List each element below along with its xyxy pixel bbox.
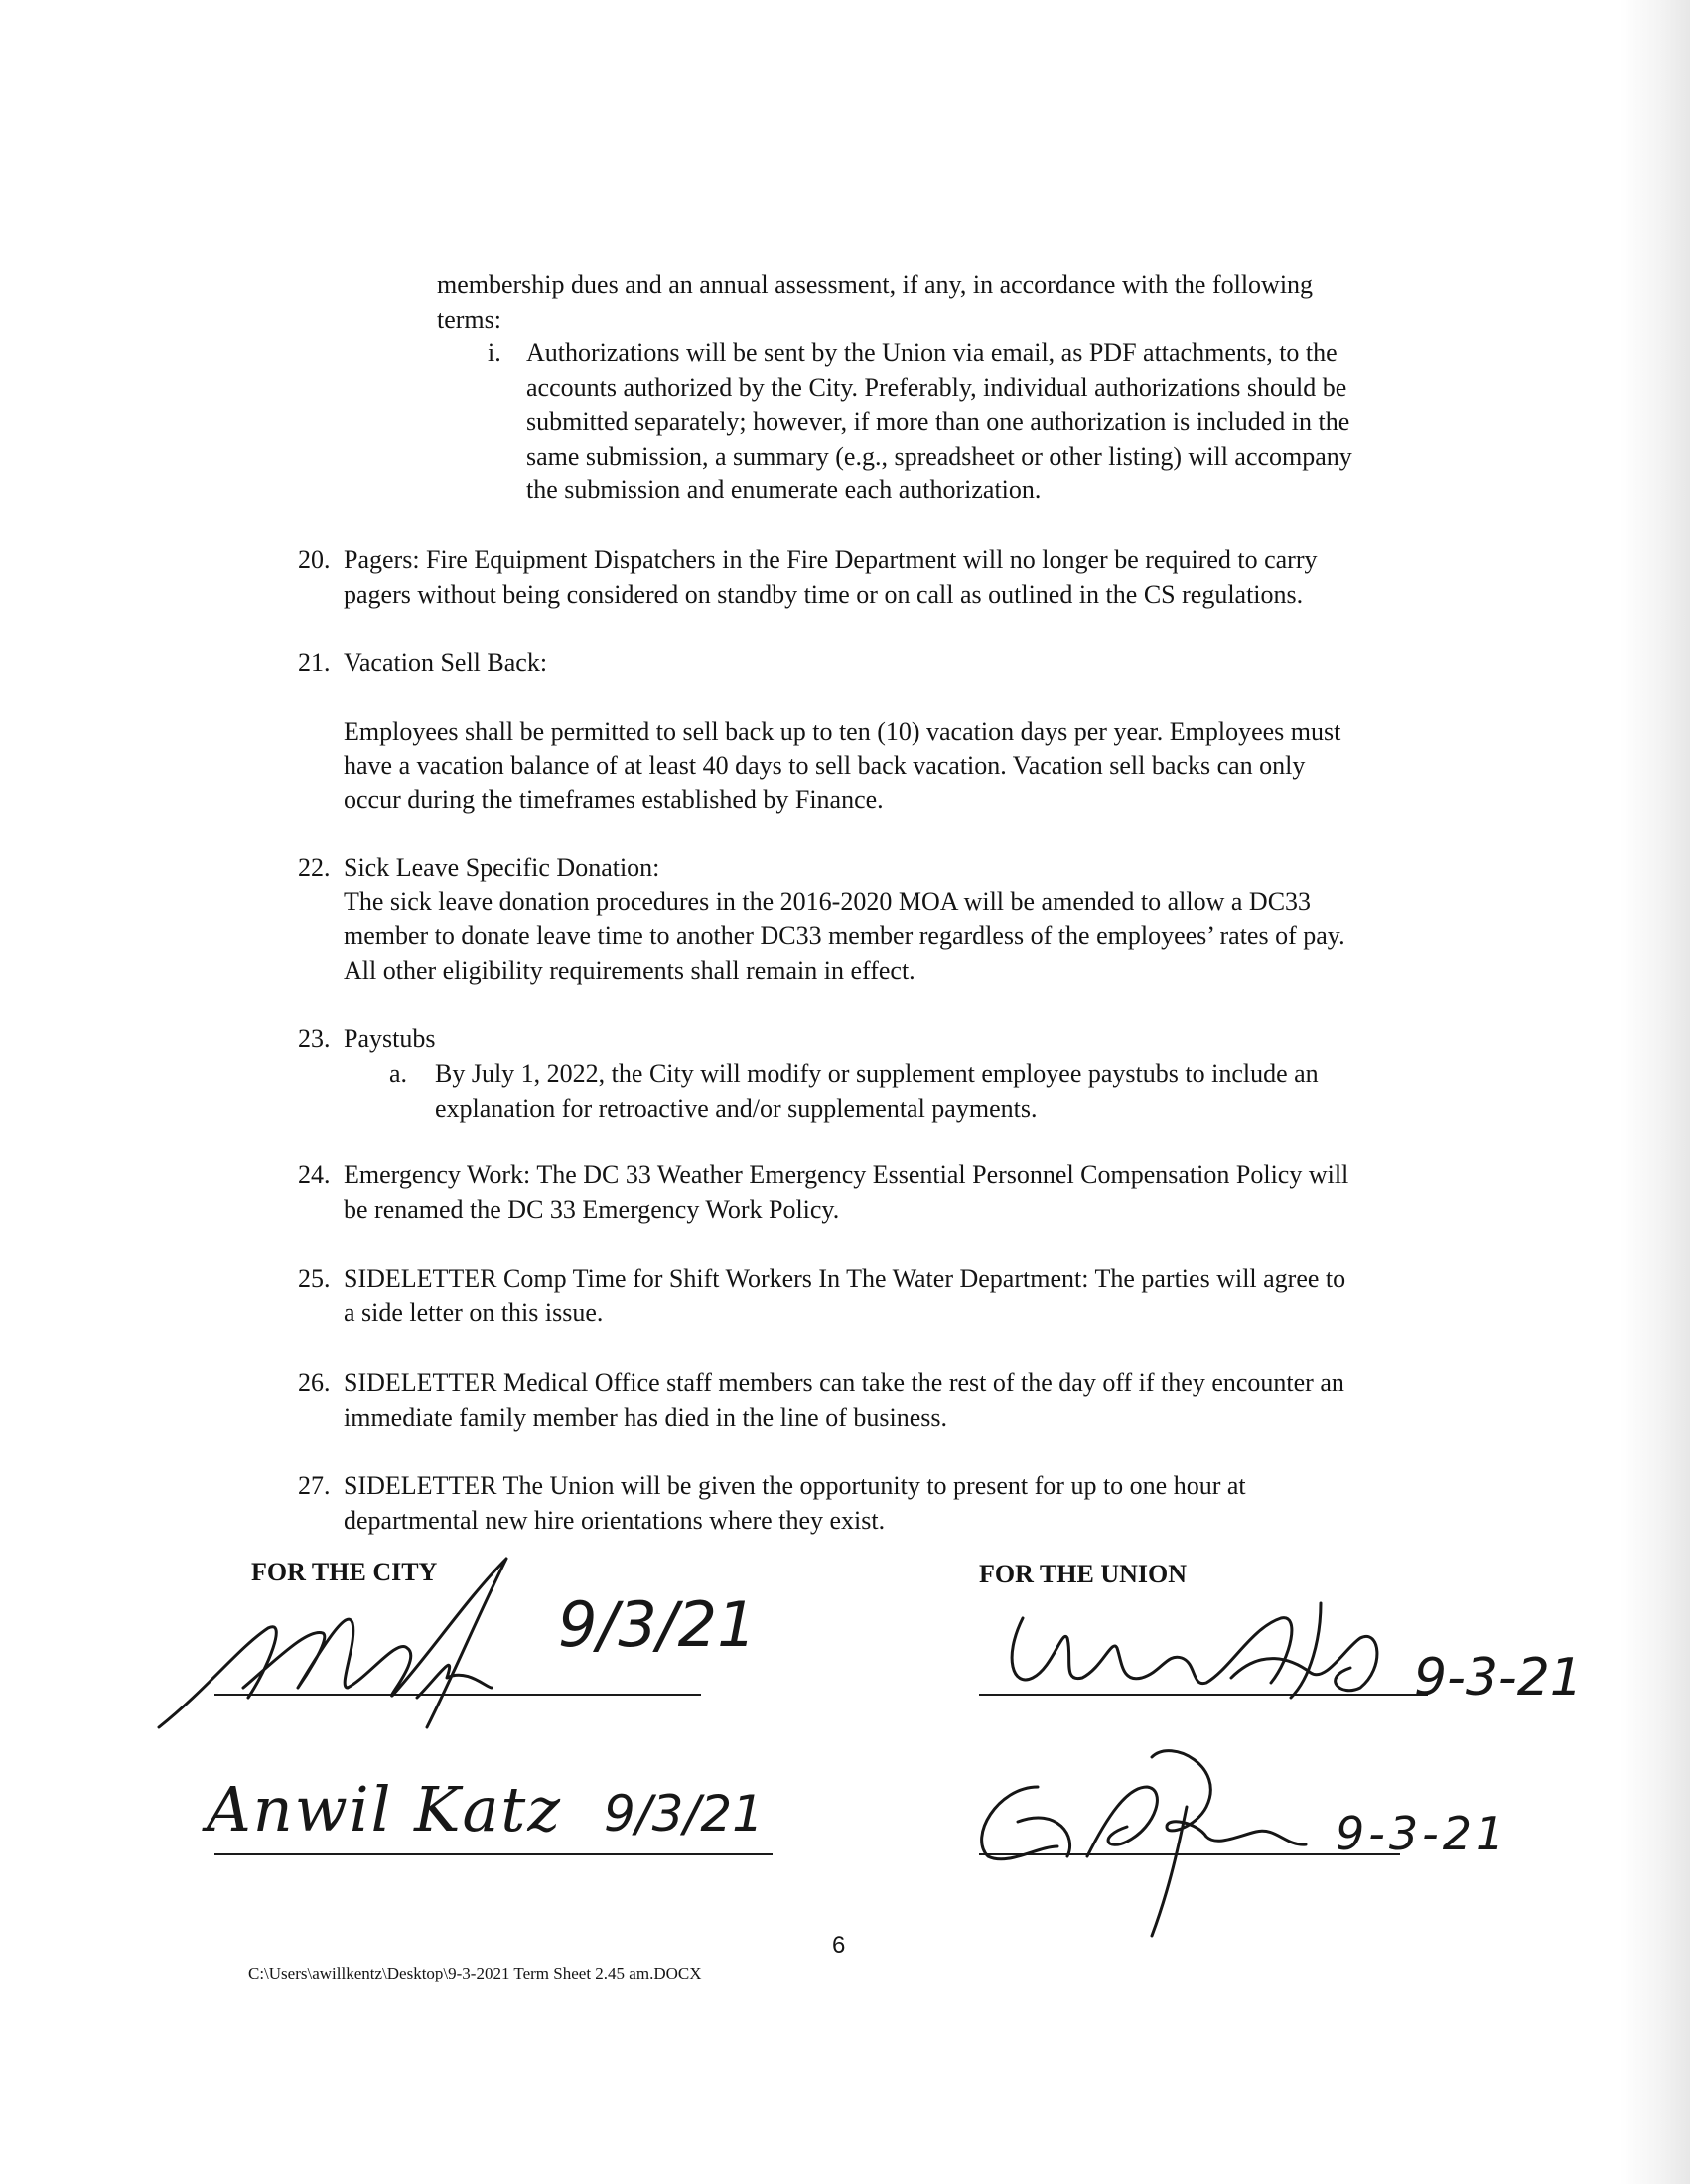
item-number-24: 24. [298, 1160, 331, 1189]
item-27-line: SIDELETTER The Union will be given the opportunity to present for up to one hour at [344, 1471, 1246, 1500]
subitem-i-line: Authorizations will be sent by the Union via email, as PDF attachments, to the [526, 339, 1338, 367]
item-21-line: Employees shall be permitted to sell back up to ten (10) vacation days per year. Employees must [344, 717, 1341, 746]
item-23-sub-text [435, 1057, 1448, 1126]
intro-line-1: membership dues and an annual assessment, if any, in accordance with the following [437, 270, 1314, 299]
item-number-26: 26. [298, 1368, 331, 1397]
item-22-line: All other eligibility requirements shall remain in effect. [344, 955, 915, 985]
subitem-i-text [526, 337, 1460, 508]
item-23-heading [344, 1023, 1456, 1057]
subitem-i-line: the submission and enumerate each authorization. [526, 476, 1042, 504]
item-26-line: SIDELETTER Medical Office staff members can take the rest of the day off if they encounter an [344, 1368, 1344, 1397]
city-signature-2-wrap [207, 1773, 782, 1872]
union-signature-1 [993, 1598, 1410, 1707]
union-signature-1-date: 9-3-21 [1414, 1648, 1583, 1707]
item-25-line: SIDELETTER Comp Time for Shift Workers In The Water Department: The parties will agree to [344, 1264, 1346, 1293]
item-22-line: member to donate leave time to another DC33 member regardless of the employees’ rates of pay. [344, 921, 1345, 950]
item-number-20: 20. [298, 545, 331, 574]
item-20-text [344, 543, 1456, 612]
item-24-line: be renamed the DC 33 Emergency Work Policy. [344, 1194, 840, 1224]
item-24-line: Emergency Work: The DC 33 Weather Emergency Essential Personnel Compensation Policy will [344, 1160, 1349, 1189]
page-number: 6 [832, 1932, 846, 1959]
union-signature-2-date: 9-3-21 [1336, 1807, 1509, 1860]
subitem-i-line: submitted separately; however, if more than one authorization is included in the [526, 407, 1350, 436]
for-the-city-heading: FOR THE CITY [251, 1558, 438, 1586]
subitem-i-line: same submission, a summary (e.g., spreadsheet or other listing) will accompany [526, 441, 1352, 471]
item-21-line: have a vacation balance of at least 40 days to sell back vacation. Vacation sell backs can only [344, 751, 1306, 780]
item-21-line: occur during the timeframes established by Finance. [344, 785, 884, 814]
item-27-line: departmental new hire orientations where they exist. [344, 1505, 886, 1535]
item-23-title: Paystubs [344, 1024, 436, 1053]
item-number-25: 25. [298, 1264, 331, 1293]
item-26-line: immediate family member has died in the line of business. [344, 1402, 947, 1432]
item-25-text [344, 1262, 1456, 1330]
item-20-line: pagers without being considered on standby time or on call as outlined in the CS regulations. [344, 579, 1304, 609]
intro-paragraph [437, 268, 1430, 337]
item-22-line: Sick Leave Specific Donation: [344, 853, 660, 882]
item-21-title: Vacation Sell Back: [344, 648, 548, 677]
union-signature-2-date-wrap [1336, 1807, 1534, 1886]
intro-line-2: terms: [437, 304, 501, 334]
item-23-sub-line: By July 1, 2022, the City will modify or supplement employee paystubs to include an [435, 1059, 1319, 1088]
subitem-i-line: accounts authorized by the City. Preferably, individual authorizations should be [526, 372, 1347, 402]
item-21-paragraph [344, 715, 1456, 818]
item-26-text [344, 1366, 1456, 1434]
item-number-27: 27. [298, 1471, 331, 1500]
city-signature-1-date-wrap [558, 1588, 757, 1688]
city-signature-2-date: 9/3/21 [604, 1785, 764, 1843]
file-path-footer: C:\Users\awillkentz\Desktop\9-3-2021 Term Sheet 2.45 am.DOCX [248, 1964, 702, 1982]
union-signature-1-date-wrap [1414, 1648, 1593, 1727]
item-21-heading [344, 646, 1456, 681]
item-25-line: a side letter on this issue. [344, 1297, 604, 1327]
city-signature-2-name: Anwil Katz [207, 1773, 563, 1845]
for-the-union-heading: FOR THE UNION [979, 1560, 1187, 1588]
item-23-sub-marker: a. [389, 1059, 408, 1088]
item-24-text [344, 1159, 1456, 1227]
item-number-22: 22. [298, 853, 331, 882]
city-signature-1-date: 9/3/21 [558, 1588, 757, 1661]
item-number-23: 23. [298, 1024, 331, 1053]
item-22-text [344, 851, 1456, 988]
item-27-text [344, 1469, 1456, 1538]
item-20-line: Pagers: Fire Equipment Dispatchers in the Fire Department will no longer be required to carry [344, 545, 1318, 574]
scan-shadow-edge [1620, 0, 1690, 2184]
subitem-i-marker: i. [488, 339, 501, 367]
item-number-21: 21. [298, 648, 331, 677]
item-23-sub-line: explanation for retroactive and/or supplemental payments. [435, 1093, 1038, 1123]
item-22-line: The sick leave donation procedures in the 2016-2020 MOA will be amended to allow a DC33 [344, 887, 1312, 916]
union-signature-2 [968, 1727, 1385, 1946]
